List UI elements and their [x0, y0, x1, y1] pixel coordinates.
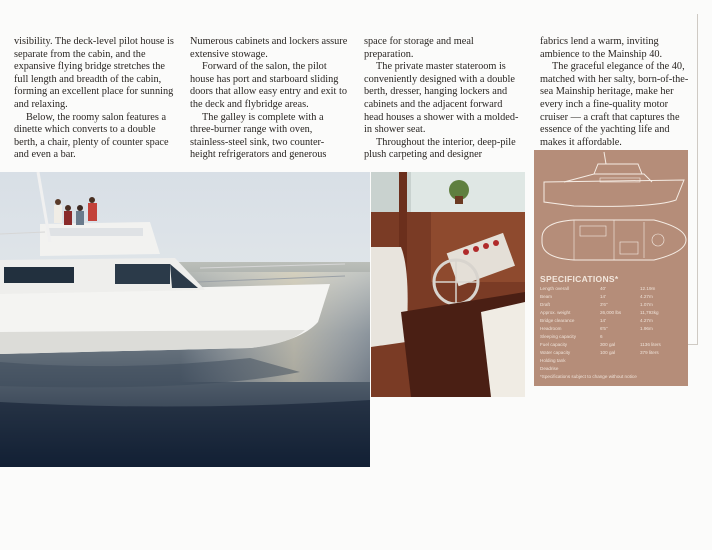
spec-value: 26,000 lbs	[600, 310, 622, 315]
spec-value: 14'	[600, 318, 606, 323]
text-column-4	[540, 36, 692, 149]
helm-station-image	[371, 172, 525, 397]
spec-row	[540, 358, 682, 364]
spec-row	[540, 366, 682, 372]
spec-value: 1.07m	[640, 302, 653, 307]
yacht-photo	[0, 172, 370, 467]
spec-label: Sleeping capacity	[540, 334, 577, 339]
spec-label: Beam	[540, 294, 553, 299]
paragraph: Below, the roomy salon features a dinette which converts to a double berth, a chair, plenty of counter space and even a bar.	[14, 111, 169, 161]
spec-row	[540, 334, 682, 340]
spec-value: 40'	[600, 286, 606, 291]
spec-value: 4.27m	[640, 294, 653, 299]
spec-row	[540, 326, 682, 332]
spec-label: *Specifications subject to change without notice	[540, 374, 637, 379]
spec-value: 6'5"	[600, 326, 608, 331]
spec-value: 6	[600, 334, 603, 339]
spec-value: 4.27m	[640, 318, 653, 323]
spec-label: Draft	[540, 302, 550, 307]
spec-row	[540, 342, 682, 348]
paragraph: The galley is complete with a three-burner range with oven, stainless-steel sink, two counter-height refrigerators and generous	[190, 111, 327, 161]
paragraph: Numerous cabinets and lockers assure extensive stowage.	[190, 36, 348, 60]
spec-row	[540, 302, 682, 308]
spec-value: 1136 liters	[640, 342, 661, 347]
spec-label: Holding tank	[540, 358, 566, 363]
paragraph: space for storage and meal preparation.	[364, 36, 474, 60]
spec-value: 300 gal	[600, 342, 616, 347]
spec-label: Water capacity	[540, 350, 571, 355]
spec-label: Bridge clearance	[540, 318, 575, 323]
spec-label: Deadrise	[540, 366, 559, 371]
spec-row	[540, 318, 682, 324]
spec-value: 14'	[600, 294, 606, 299]
paragraph: visibility. The deck-level pilot house is separate from the cabin, and the expansive flying bridge stretches the full length and breadth of the cabin, forming an excellent place for sunning and relaxing.	[14, 36, 174, 110]
yacht-on-water-image	[0, 172, 370, 467]
pilot-house-photo	[371, 172, 525, 397]
paragraph: The graceful elegance of the 40, matched with her salty, born-of-the-sea Mainship heritage, make her every inch a fine-quality motor cruiser — a craft that captures the essence of the yachting life and makes it affordable.	[540, 61, 689, 148]
spec-row	[540, 374, 682, 380]
yacht-profile-and-deck-plan-drawing	[534, 150, 688, 270]
spec-row	[540, 350, 682, 356]
spec-label: Fuel capacity	[540, 342, 568, 347]
spec-value: 1.96m	[640, 326, 653, 331]
paragraph: Forward of the salon, the pilot house has port and starboard sliding doors that allow easy entry and exit to the deck and flybridge areas.	[190, 61, 347, 110]
spec-frame-line	[697, 14, 698, 344]
spec-label: Length overall	[540, 286, 569, 291]
paragraph: fabrics lend a warm, inviting ambience to the Mainship 40.	[540, 36, 663, 60]
specifications-panel	[534, 150, 688, 386]
spec-value: 11,793kg	[640, 310, 659, 315]
spec-row	[540, 286, 682, 292]
spec-value: 3'6"	[600, 302, 608, 307]
text-column-1	[14, 36, 174, 162]
spec-value: 12.19m	[640, 286, 656, 291]
spec-row	[540, 294, 682, 300]
paragraph: The private master stateroom is conveniently designed with a double berth, dresser, hanging lockers and cabinets and the adjacent forward head houses a shower with a molded-in shower seat.	[364, 61, 519, 136]
spec-row	[540, 310, 682, 316]
spec-value: 100 gal	[600, 350, 616, 355]
spec-label: Approx. weight	[540, 310, 571, 315]
spec-label: Headroom	[540, 326, 562, 331]
spec-frame-line	[688, 344, 698, 345]
paragraph: Throughout the interior, deep-pile plush carpeting and designer	[364, 136, 516, 161]
spec-value: 379 liters	[640, 350, 659, 355]
text-column-3	[364, 36, 524, 162]
text-column-2	[190, 36, 348, 162]
specifications-title: SPECIFICATIONS*	[540, 274, 619, 284]
